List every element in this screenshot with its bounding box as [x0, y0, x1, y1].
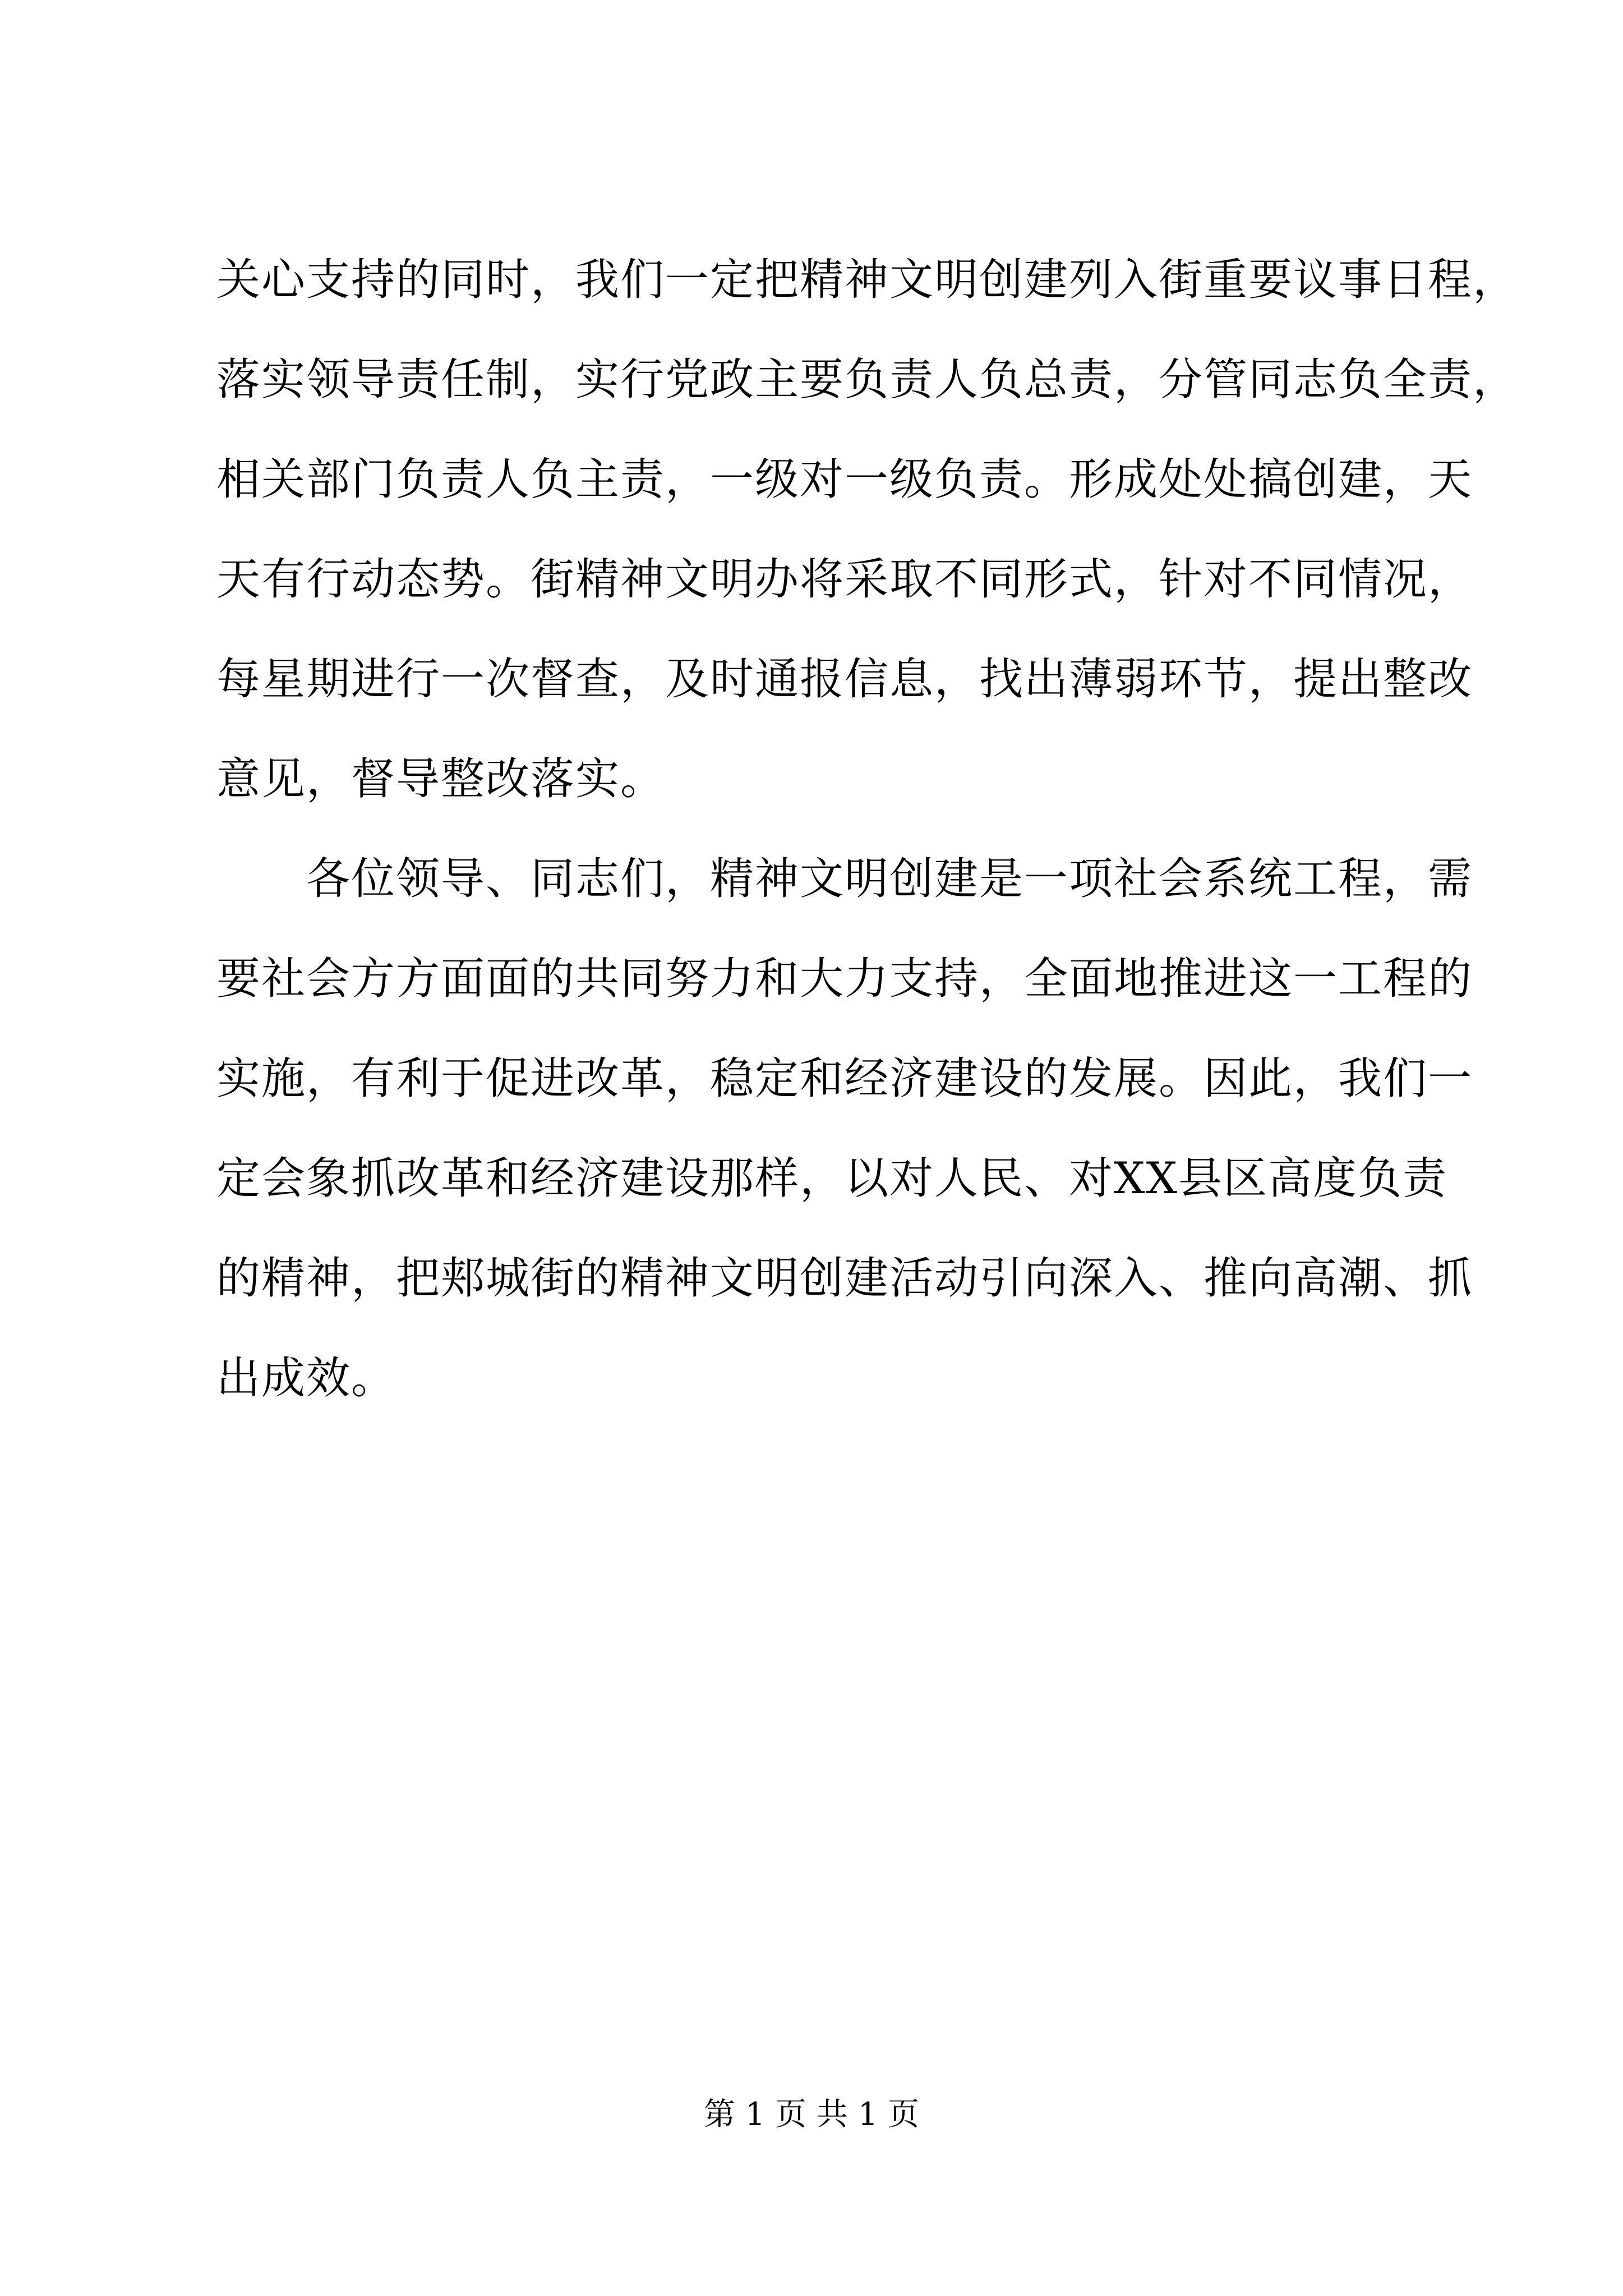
text-line: 意见，督导整改落实。	[216, 754, 666, 804]
text-line: 关心支持的同时，我们一定把精神文明创建列入街重要议事日程，	[216, 255, 1518, 305]
text-line: 的精神，把郏城街的精神文明创建活动引向深入、推向高潮、抓	[216, 1253, 1473, 1304]
page-footer: 第 1 页 共 1 页	[703, 2096, 920, 2133]
document-body	[216, 230, 1518, 1428]
text-line: 落实领导责任制，实行党政主要负责人负总责，分管同志负全责，	[216, 355, 1518, 405]
text-line: 天有行动态势。街精神文明办将采取不同形式，针对不同情况，	[216, 554, 1473, 605]
text-line: 相关部门负责人负主责，一级对一级负责。形成处处搞创建，天	[216, 454, 1473, 505]
text-line: 各位领导、同志们，精神文明创建是一项社会系统工程，需	[216, 854, 1473, 904]
text-line: 要社会方方面面的共同努力和大力支持，全面地推进这一工程的	[216, 954, 1473, 1004]
text-line: 每星期进行一次督查，及时通报信息，找出薄弱环节，提出整改	[216, 654, 1473, 705]
text-line: 定会象抓改革和经济建设那样，以对人民、对XX县区高度负责	[216, 1153, 1448, 1204]
text-line: 出成效。	[216, 1353, 396, 1404]
text-line: 实施，有利于促进改革，稳定和经济建设的发展。因此，我们一	[216, 1053, 1473, 1104]
